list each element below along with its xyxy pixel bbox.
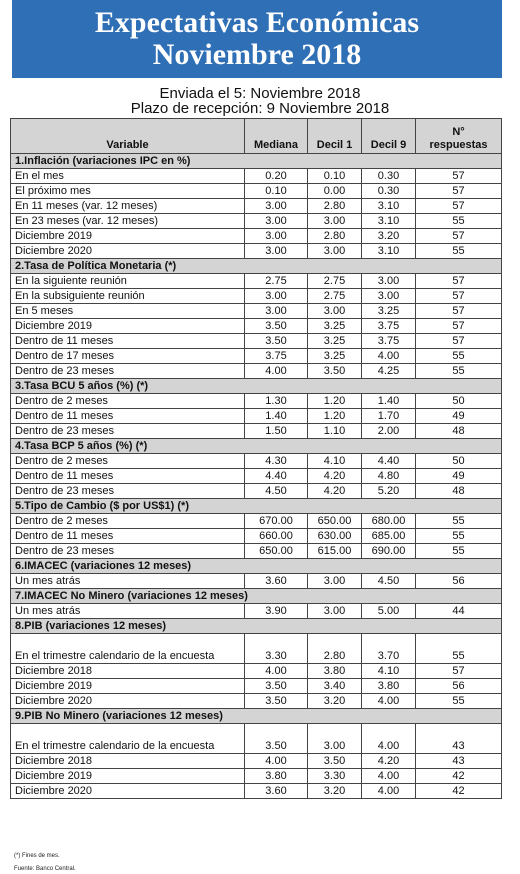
value-cell: 57 — [416, 304, 502, 319]
value-cell: 3.60 — [245, 574, 308, 589]
value-cell: 3.80 — [308, 664, 362, 679]
table-row — [11, 334, 502, 349]
value-cell: 57 — [416, 199, 502, 214]
source-note: Fuente: Banco Central. — [14, 866, 76, 872]
table-row — [11, 634, 502, 664]
value-cell: 2.00 — [362, 424, 416, 439]
page-title: Expectativas Económicas — [94, 6, 420, 39]
section-title: 8.PIB (variaciones 12 meses) — [11, 619, 502, 634]
section-header-row — [11, 439, 502, 454]
row-label: El próximo mes — [11, 184, 245, 199]
value-cell: 0.30 — [362, 169, 416, 184]
value-cell: 650.00 — [245, 544, 308, 559]
row-label: Dentro de 23 meses — [11, 424, 245, 439]
value-cell: 1.10 — [308, 424, 362, 439]
value-cell: 3.00 — [308, 724, 362, 754]
value-cell: 4.10 — [308, 454, 362, 469]
table-row — [11, 349, 502, 364]
table-row — [11, 754, 502, 769]
value-cell: 4.50 — [362, 574, 416, 589]
table-body — [11, 154, 502, 799]
table-row — [11, 454, 502, 469]
value-cell: 4.30 — [245, 454, 308, 469]
value-cell: 3.10 — [362, 214, 416, 229]
value-cell: 1.30 — [245, 394, 308, 409]
value-cell: 4.00 — [362, 694, 416, 709]
value-cell: 3.80 — [362, 679, 416, 694]
row-label: En el trimestre calendario de la encuesta — [11, 634, 245, 664]
value-cell: 57 — [416, 319, 502, 334]
value-cell: 3.30 — [308, 769, 362, 784]
value-cell: 3.00 — [362, 274, 416, 289]
value-cell: 55 — [416, 634, 502, 664]
value-cell: 3.10 — [362, 199, 416, 214]
table-row — [11, 289, 502, 304]
table-header-row — [11, 119, 502, 154]
value-cell: 57 — [416, 229, 502, 244]
value-cell: 57 — [416, 274, 502, 289]
value-cell: 615.00 — [308, 544, 362, 559]
row-label: En 23 meses (var. 12 meses) — [11, 214, 245, 229]
value-cell: 3.00 — [245, 304, 308, 319]
value-cell: 2.80 — [308, 229, 362, 244]
table-row — [11, 184, 502, 199]
value-cell: 3.25 — [308, 319, 362, 334]
column-header: Decil 9 — [362, 119, 416, 154]
value-cell: 4.00 — [362, 349, 416, 364]
row-label: Diciembre 2020 — [11, 784, 245, 799]
section-title: 5.Tipo de Cambio ($ por US$1) (*) — [11, 499, 502, 514]
table-row — [11, 784, 502, 799]
value-cell: 4.50 — [245, 484, 308, 499]
value-cell: 4.40 — [245, 469, 308, 484]
value-cell: 3.00 — [245, 229, 308, 244]
value-cell: 4.00 — [245, 754, 308, 769]
table-row — [11, 544, 502, 559]
table-row — [11, 529, 502, 544]
row-label: En el mes — [11, 169, 245, 184]
table-row — [11, 409, 502, 424]
value-cell: 48 — [416, 484, 502, 499]
value-cell: 2.80 — [308, 634, 362, 664]
value-cell: 4.00 — [362, 769, 416, 784]
row-label: Dentro de 11 meses — [11, 409, 245, 424]
section-title: 2.Tasa de Política Monetaria (*) — [11, 259, 502, 274]
table-row — [11, 769, 502, 784]
value-cell: 3.20 — [308, 694, 362, 709]
value-cell: 3.25 — [362, 304, 416, 319]
value-cell: 650.00 — [308, 514, 362, 529]
value-cell: 55 — [416, 694, 502, 709]
value-cell: 3.25 — [308, 349, 362, 364]
row-label: Diciembre 2018 — [11, 664, 245, 679]
title-banner — [12, 0, 502, 78]
value-cell: 3.20 — [308, 784, 362, 799]
value-cell: 3.75 — [362, 319, 416, 334]
value-cell: 49 — [416, 409, 502, 424]
column-header: Variable — [11, 119, 245, 154]
value-cell: 3.80 — [245, 769, 308, 784]
value-cell: 42 — [416, 784, 502, 799]
value-cell: 660.00 — [245, 529, 308, 544]
row-label: Diciembre 2019 — [11, 769, 245, 784]
sent-date: Enviada el 5: Noviembre 2018 — [159, 85, 361, 102]
row-label: Diciembre 2020 — [11, 694, 245, 709]
value-cell: 630.00 — [308, 529, 362, 544]
row-label: Dentro de 23 meses — [11, 484, 245, 499]
row-label: En 11 meses (var. 12 meses) — [11, 199, 245, 214]
value-cell: 1.40 — [362, 394, 416, 409]
value-cell: 48 — [416, 424, 502, 439]
row-label: Dentro de 11 meses — [11, 334, 245, 349]
value-cell: 3.10 — [362, 244, 416, 259]
value-cell: 3.50 — [245, 334, 308, 349]
value-cell: 3.50 — [245, 319, 308, 334]
value-cell: 2.75 — [245, 274, 308, 289]
section-header-row — [11, 499, 502, 514]
row-label: Dentro de 23 meses — [11, 544, 245, 559]
value-cell: 3.30 — [245, 634, 308, 664]
table-row — [11, 694, 502, 709]
value-cell: 55 — [416, 244, 502, 259]
value-cell: 3.50 — [308, 754, 362, 769]
page-subtitle: Noviembre 2018 — [152, 38, 362, 71]
value-cell: 49 — [416, 469, 502, 484]
column-header: Mediana — [245, 119, 308, 154]
value-cell: 57 — [416, 169, 502, 184]
value-cell: 1.40 — [245, 409, 308, 424]
table-row — [11, 394, 502, 409]
table-row — [11, 229, 502, 244]
value-cell: 57 — [416, 289, 502, 304]
column-header: Decil 1 — [308, 119, 362, 154]
row-label: Un mes atrás — [11, 604, 245, 619]
table-row — [11, 724, 502, 754]
value-cell: 4.00 — [362, 724, 416, 754]
value-cell: 1.20 — [308, 409, 362, 424]
section-title: 3.Tasa BCU 5 años (%) (*) — [11, 379, 502, 394]
value-cell: 56 — [416, 679, 502, 694]
value-cell: 55 — [416, 544, 502, 559]
value-cell: 3.00 — [308, 244, 362, 259]
value-cell: 43 — [416, 724, 502, 754]
value-cell: 4.20 — [362, 754, 416, 769]
row-label: Dentro de 2 meses — [11, 394, 245, 409]
row-label: Dentro de 2 meses — [11, 454, 245, 469]
section-header-row — [11, 154, 502, 169]
row-label: Dentro de 2 meses — [11, 514, 245, 529]
row-label: Un mes atrás — [11, 574, 245, 589]
row-label: Dentro de 11 meses — [11, 469, 245, 484]
table-row — [11, 604, 502, 619]
value-cell: 3.00 — [245, 214, 308, 229]
table-row — [11, 304, 502, 319]
table-row — [11, 679, 502, 694]
value-cell: 3.00 — [245, 244, 308, 259]
table-row — [11, 514, 502, 529]
value-cell: 5.00 — [362, 604, 416, 619]
section-title: 9.PIB No Minero (variaciones 12 meses) — [11, 709, 502, 724]
value-cell: 44 — [416, 604, 502, 619]
table-row — [11, 574, 502, 589]
section-header-row — [11, 259, 502, 274]
value-cell: 55 — [416, 349, 502, 364]
value-cell: 0.30 — [362, 184, 416, 199]
row-label: Dentro de 23 meses — [11, 364, 245, 379]
value-cell: 4.20 — [308, 469, 362, 484]
value-cell: 1.50 — [245, 424, 308, 439]
expectations-table — [10, 118, 502, 799]
value-cell: 5.20 — [362, 484, 416, 499]
value-cell: 1.70 — [362, 409, 416, 424]
value-cell: 3.50 — [245, 694, 308, 709]
value-cell: 4.80 — [362, 469, 416, 484]
value-cell: 57 — [416, 334, 502, 349]
value-cell: 3.00 — [308, 604, 362, 619]
value-cell: 55 — [416, 364, 502, 379]
value-cell: 4.00 — [245, 364, 308, 379]
section-header-row — [11, 379, 502, 394]
value-cell: 55 — [416, 529, 502, 544]
value-cell: 3.70 — [362, 634, 416, 664]
value-cell: 55 — [416, 514, 502, 529]
table-row — [11, 319, 502, 334]
value-cell: 3.90 — [245, 604, 308, 619]
row-label: Diciembre 2018 — [11, 754, 245, 769]
value-cell: 3.50 — [245, 724, 308, 754]
value-cell: 3.50 — [245, 679, 308, 694]
value-cell: 0.20 — [245, 169, 308, 184]
value-cell: 670.00 — [245, 514, 308, 529]
value-cell: 4.00 — [245, 664, 308, 679]
row-label: En el trimestre calendario de la encuesta — [11, 724, 245, 754]
footnote: (*) Fines de mes. — [14, 853, 60, 859]
section-title: 7.IMACEC No Minero (variaciones 12 meses) — [11, 589, 502, 604]
section-header-row — [11, 589, 502, 604]
value-cell: 4.10 — [362, 664, 416, 679]
value-cell: 4.40 — [362, 454, 416, 469]
value-cell: 3.00 — [245, 199, 308, 214]
value-cell: 1.20 — [308, 394, 362, 409]
value-cell: 57 — [416, 664, 502, 679]
value-cell: 57 — [416, 184, 502, 199]
value-cell: 3.00 — [308, 304, 362, 319]
value-cell: 55 — [416, 214, 502, 229]
row-label: En 5 meses — [11, 304, 245, 319]
value-cell: 3.00 — [245, 289, 308, 304]
value-cell: 2.80 — [308, 199, 362, 214]
table-row — [11, 664, 502, 679]
value-cell: 3.75 — [245, 349, 308, 364]
table-row — [11, 424, 502, 439]
value-cell: 50 — [416, 454, 502, 469]
table-row — [11, 274, 502, 289]
value-cell: 43 — [416, 754, 502, 769]
value-cell: 3.00 — [362, 289, 416, 304]
table-row — [11, 364, 502, 379]
value-cell: 3.25 — [308, 334, 362, 349]
value-cell: 3.60 — [245, 784, 308, 799]
table-row — [11, 199, 502, 214]
table-row — [11, 169, 502, 184]
value-cell: 2.75 — [308, 274, 362, 289]
section-header-row — [11, 619, 502, 634]
deadline-date: Plazo de recepción: 9 Noviembre 2018 — [130, 100, 390, 117]
section-title: 4.Tasa BCP 5 años (%) (*) — [11, 439, 502, 454]
value-cell: 2.75 — [308, 289, 362, 304]
row-label: Dentro de 17 meses — [11, 349, 245, 364]
table-row — [11, 244, 502, 259]
section-title: 6.IMACEC (variaciones 12 meses) — [11, 559, 502, 574]
value-cell: 42 — [416, 769, 502, 784]
section-header-row — [11, 709, 502, 724]
value-cell: 4.00 — [362, 784, 416, 799]
value-cell: 50 — [416, 394, 502, 409]
value-cell: 0.10 — [245, 184, 308, 199]
row-label: Diciembre 2020 — [11, 244, 245, 259]
value-cell: 0.10 — [308, 169, 362, 184]
row-label: Diciembre 2019 — [11, 229, 245, 244]
value-cell: 56 — [416, 574, 502, 589]
value-cell: 3.50 — [308, 364, 362, 379]
value-cell: 0.00 — [308, 184, 362, 199]
value-cell: 3.00 — [308, 574, 362, 589]
section-title: 1.Inflación (variaciones IPC en %) — [11, 154, 502, 169]
value-cell: 690.00 — [362, 544, 416, 559]
value-cell: 3.00 — [308, 214, 362, 229]
section-header-row — [11, 559, 502, 574]
row-label: Dentro de 11 meses — [11, 529, 245, 544]
value-cell: 3.75 — [362, 334, 416, 349]
value-cell: 4.20 — [308, 484, 362, 499]
value-cell: 3.20 — [362, 229, 416, 244]
value-cell: 680.00 — [362, 514, 416, 529]
table-row — [11, 484, 502, 499]
row-label: Diciembre 2019 — [11, 679, 245, 694]
table-row — [11, 214, 502, 229]
value-cell: 3.40 — [308, 679, 362, 694]
table-row — [11, 469, 502, 484]
column-header: N° respuestas — [416, 119, 502, 154]
value-cell: 4.25 — [362, 364, 416, 379]
row-label: En la subsiguiente reunión — [11, 289, 245, 304]
row-label: En la siguiente reunión — [11, 274, 245, 289]
row-label: Diciembre 2019 — [11, 319, 245, 334]
value-cell: 685.00 — [362, 529, 416, 544]
